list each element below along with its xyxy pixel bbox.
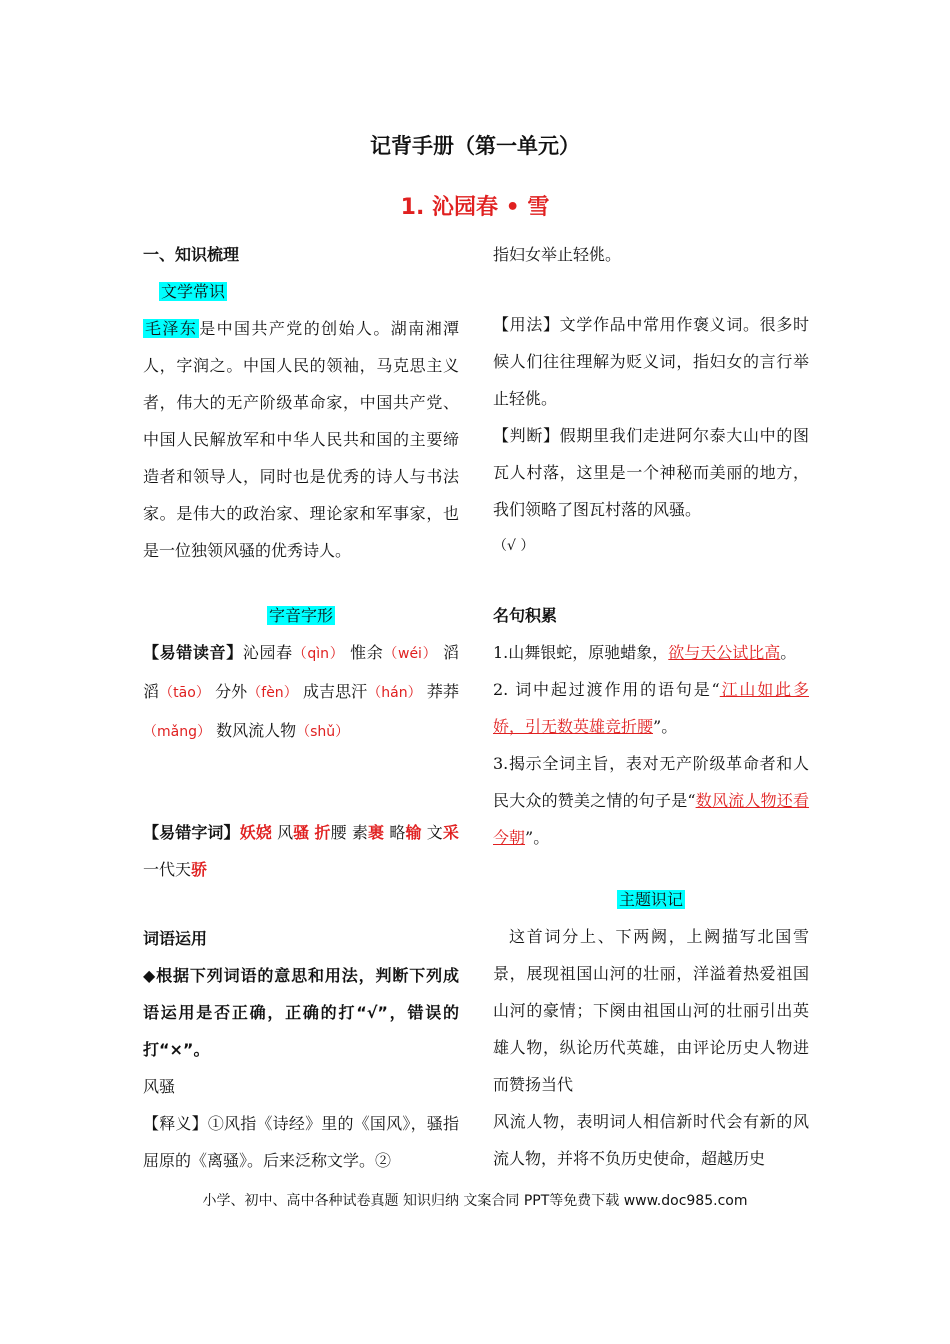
pron-block	[143, 597, 459, 751]
char-item: 素裹	[351, 823, 385, 842]
theme-block	[493, 881, 809, 1177]
pron-word: 滔滔	[143, 643, 459, 701]
footer-text: 小学、初中、高中各种试卷真题 知识归纳 文案合同 PPT等免费下载 www.doc985.com	[202, 1193, 748, 1209]
usage-heading: 词语运用	[143, 929, 208, 948]
author-name: 毛泽东	[145, 319, 198, 338]
quote-text: ”。	[525, 828, 550, 847]
usage-note: 【用法】文学作品中常用作褒义词。很多时候人们往往理解为贬义词，指妇女的言行举止轻佻。	[493, 315, 809, 408]
pinyin: （mǎng）	[143, 724, 211, 740]
char-list	[143, 814, 459, 888]
left-column	[143, 236, 459, 569]
quote-text: ”。	[653, 717, 678, 736]
char-block	[143, 814, 459, 888]
pinyin: （shǔ）	[296, 724, 350, 740]
theme-paragraph-2: 风流人物，表明词人相信新时代会有新的风流人物，并将不负历史使命，超越历史	[493, 1112, 809, 1168]
char-label: 【易错字词】	[143, 823, 240, 842]
pinyin: （hán）	[367, 685, 422, 701]
theme-paragraph: 这首词分上、下两阙，上阙描写北国雪景，展现祖国山河的壮丽，洋溢着热爱祖国山河的豪情；下阕由祖国山河的壮丽引出英雄人物，纵论历代英雄，由评论历史人物进而赞扬当代	[493, 927, 809, 1094]
usage-block	[143, 920, 459, 1179]
quote-text: 3.揭示全词主旨，表对无产阶级革命者和人民大众的赞美之情的句子是“	[493, 754, 809, 810]
char-item: 文采	[426, 823, 459, 842]
literary-tag: 文学常识	[161, 282, 226, 301]
pron-list	[143, 634, 459, 751]
usage-instruction: ◆根据下列词语的意思和用法，判断下列成语运用是否正确，正确的打“√”，错误的打“×”。	[143, 966, 459, 1059]
pinyin: （wéi）	[383, 646, 438, 662]
char-tag: 字音字形	[268, 606, 333, 625]
term: 风骚	[143, 1077, 176, 1096]
definition: 【释义】①风指《诗经》里的《国风》，骚指屈原的《离骚》。后来泛称文学。②	[143, 1114, 459, 1170]
quote-text: 。	[780, 643, 797, 662]
quotes-block	[493, 597, 809, 856]
pron-word: 数风流人物	[216, 721, 297, 740]
quote-2	[493, 671, 809, 745]
quote-answer: 江山如此多娇，引无数英雄竞折腰	[493, 680, 809, 736]
judge-answer: （√ ）	[493, 538, 535, 554]
char-item: 风骚	[277, 823, 310, 842]
char-item: 略输	[389, 823, 422, 842]
quotes-heading: 名句积累	[493, 606, 558, 625]
char-item: 折腰	[314, 823, 347, 842]
char-item: 妖娆	[239, 823, 272, 842]
pron-word: 惟余	[350, 643, 384, 662]
pron-word: 分外	[215, 682, 248, 701]
pron-word: 沁园春	[242, 643, 293, 662]
quote-3	[493, 745, 809, 856]
author-bio: 是中国共产党的创始人。湖南湘潭人，字润之。中国人民的领袖，马克思主义者，伟大的无产阶级革命家，中国共产党、中国人民解放军和中华人民共和国的主要缔造者和领导人，同时也是优秀的诗人与书法家。是伟大的政治家、理论家和军事家，也是一位独领风骚的优秀诗人。	[143, 319, 459, 560]
pinyin: （qìn）	[292, 646, 345, 662]
pron-word: 莽莽	[426, 682, 459, 701]
theme-tag: 主题识记	[618, 890, 683, 909]
definition-continued: 指妇女举止轻佻。	[493, 245, 622, 264]
quote-1	[493, 634, 809, 671]
quote-answer: 数风流人物还看今朝	[493, 791, 809, 847]
pinyin: （fèn）	[247, 685, 298, 701]
quote-text: 1.山舞银蛇，原驰蜡象，	[493, 643, 669, 662]
pron-word: 成吉思汗	[302, 682, 368, 701]
quote-answer: 欲与天公试比高	[668, 643, 781, 662]
quote-text: 2. 词中起过渡作用的语句是“	[493, 680, 720, 699]
pinyin: （tāo）	[159, 685, 210, 701]
section-heading: 一、知识梳理	[143, 245, 240, 264]
pron-label: 【易错读音】	[143, 643, 243, 662]
judge-text: 【判断】假期里我们走进阿尔泰大山中的图瓦人村落，这里是一个神秘而美丽的地方，我们领略了图瓦村落的风骚。	[493, 426, 809, 519]
usage-judge-block	[493, 306, 809, 565]
lesson-title: 1. 沁园春 • 雪	[400, 195, 550, 220]
right-column-top	[493, 236, 809, 273]
char-item: 一代天骄	[143, 860, 208, 879]
page-title: 记背手册（第一单元）	[370, 134, 580, 158]
